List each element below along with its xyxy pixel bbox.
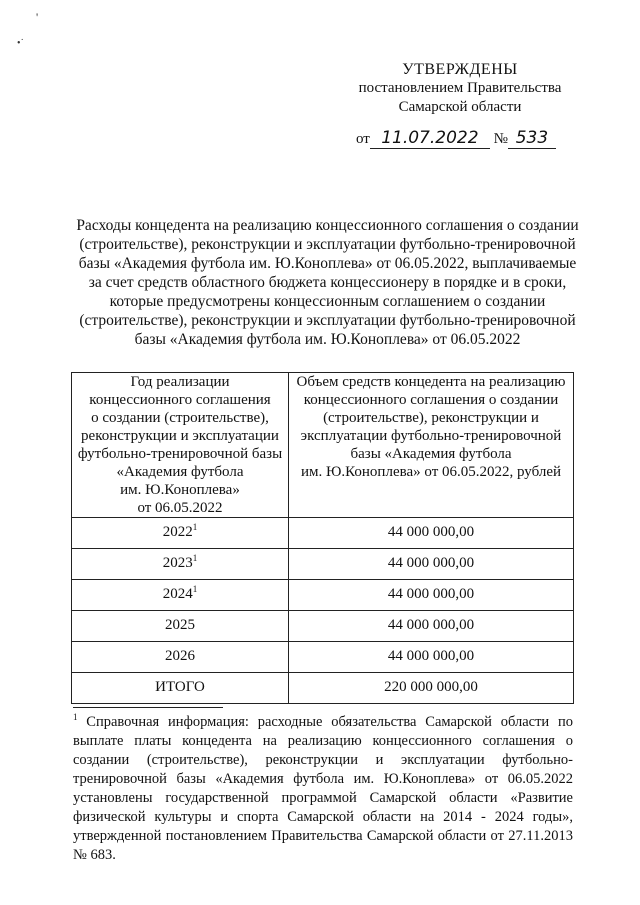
heading-line: Расходы концедента на реализацию концессионного соглашения о создании <box>76 217 579 234</box>
year-cell <box>72 580 289 611</box>
header-line: им. Ю.Коноплева» от 06.05.2022, рублей <box>300 464 562 480</box>
year-value: 2025 <box>165 617 195 633</box>
year-cell <box>72 611 289 642</box>
heading-line: (строительстве), реконструкции и эксплуатации футбольно-тренировочной <box>79 236 576 253</box>
scan-speck: •˙ <box>17 38 24 49</box>
table-header-row <box>72 373 574 518</box>
footnote-mark: 1 <box>192 522 198 532</box>
footnote-text: Справочная информация: расходные обязательства Самарской области по выплате платы концедента на реализацию концессионного соглашения о создании (строительстве), реконструкции и эксплуатации футбольно-тренировочной базы «Академия футбола им. Ю.Коноплева» от 06.05.2022 установлены государственной программой Самарской области «Развитие физической культуры и спорта Самарской области на 2014 - 2024 годы», утвержденной постановлением Правительства Самарской области от 27.11.2013 № 683. <box>73 714 573 863</box>
header-line: футбольно-тренировочной базы <box>77 446 283 462</box>
header-line: концессионного соглашения о создании <box>303 392 559 408</box>
handwritten-number: 533 <box>508 128 556 149</box>
header-line: от 06.05.2022 <box>137 500 223 516</box>
table-row <box>72 549 574 580</box>
heading-line: базы «Академия футбола им. Ю.Коноплева» от 06.05.2022 <box>134 331 521 348</box>
document-heading <box>75 216 580 349</box>
footnote-divider <box>73 707 223 708</box>
number-prefix: № <box>493 131 508 147</box>
approval-line: постановлением Правительства <box>358 80 562 96</box>
decree-date-number <box>356 128 556 149</box>
heading-line: (строительстве), реконструкции и эксплуатации футбольно-тренировочной <box>79 312 576 329</box>
year-cell <box>72 518 289 549</box>
approval-stamp <box>350 60 570 117</box>
year-value: 2024 <box>162 586 193 602</box>
year-value: 2026 <box>165 648 195 664</box>
heading-line: которые предусмотрены концессионным соглашением о создании <box>109 293 546 310</box>
table-row <box>72 642 574 673</box>
year-value: 2023 <box>162 555 193 571</box>
footnote-mark: 1 <box>192 584 198 594</box>
amount-cell: 44 000 000,00 <box>289 580 574 611</box>
heading-line: за счет средств областного бюджета концессионеру в порядке и в сроки, <box>88 274 567 291</box>
date-prefix: от <box>356 131 370 147</box>
handwritten-date: 11.07.2022 <box>370 128 490 149</box>
header-line: эксплуатации футбольно-тренировочной <box>300 428 562 444</box>
footnote-mark: 1 <box>192 553 198 563</box>
year-cell <box>72 549 289 580</box>
header-line: Год реализации <box>130 374 230 390</box>
table-total-row <box>72 673 574 704</box>
header-line: им. Ю.Коноплева» <box>120 482 240 498</box>
header-line: реконструкции и эксплуатации <box>81 428 279 444</box>
approval-title: УТВЕРЖДЕНЫ <box>402 61 518 78</box>
year-cell <box>72 642 289 673</box>
total-label: ИТОГО <box>72 673 289 704</box>
amount-cell: 44 000 000,00 <box>289 549 574 580</box>
total-amount: 220 000 000,00 <box>289 673 574 704</box>
expenses-table <box>71 372 574 704</box>
header-line: базы «Академия футбола <box>350 446 512 462</box>
year-value: 2022 <box>162 524 193 540</box>
header-line: Объем средств концедента на реализацию <box>296 374 566 390</box>
header-line: о создании (строительстве), <box>91 410 269 426</box>
approval-line: Самарской области <box>398 99 522 115</box>
table-row <box>72 611 574 642</box>
header-amount <box>289 373 574 518</box>
table-row <box>72 518 574 549</box>
amount-cell: 44 000 000,00 <box>289 518 574 549</box>
header-line: (строительстве), реконструкции и <box>323 410 539 426</box>
scan-speck: ' <box>36 10 39 24</box>
footnote-mark: 1 <box>73 712 78 722</box>
amount-cell: 44 000 000,00 <box>289 642 574 673</box>
header-line: «Академия футбола <box>116 464 244 480</box>
header-year <box>72 373 289 518</box>
table-row <box>72 580 574 611</box>
header-line: концессионного соглашения <box>89 392 271 408</box>
heading-line: базы «Академия футбола им. Ю.Коноплева» от 06.05.2022, выплачиваемые <box>78 255 577 272</box>
amount-cell: 44 000 000,00 <box>289 611 574 642</box>
footnote <box>73 713 573 865</box>
